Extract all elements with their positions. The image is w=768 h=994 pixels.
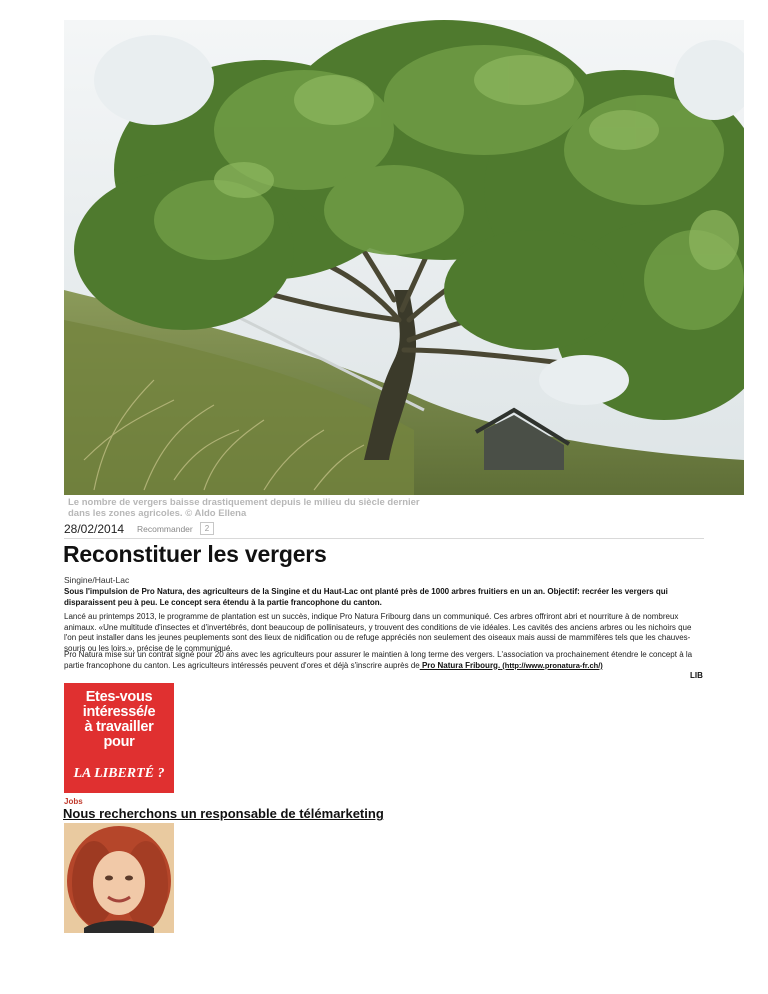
portrait-illustration: [64, 823, 174, 933]
article-meta-bar: [64, 521, 704, 539]
photo-caption: Le nombre de vergers baisse drastiquement depuis le milieu du siècle dernier dans les zones agricoles. © Aldo Ellena: [68, 497, 420, 519]
recommend-button[interactable]: Recommander: [137, 524, 193, 534]
paragraph-text: Pro Natura mise sur un contrat signé pour 20 ans avec les agriculteurs pour assurer le maintien à long terme des vergers. L'association va prochainement étendre le concept à la partie francophone du canton. Les agriculteurs intéressés peuvent d'ores et déjà s'inscrire auprès de: [64, 650, 693, 670]
article-paragraph: [64, 650, 704, 671]
ad-brand: LA LIBERTÉ ?: [73, 766, 165, 781]
author-signature: LIB: [690, 671, 703, 680]
article-paragraph: Lancé au printemps 2013, le programme de plantation est un succès, indique Pro Natura Fribourg dans un communiqué. Ces arbres offriront abri et nourriture à de nombreux animaux. «Une multitude d'insectes et d'invertébrés, dont beaucoup de pollinisateurs, y trouvent des conditions de vie idéales. Les cavités des anciens arbres ou les nichoirs que l'on peut installer dans les jeunes peuplements sont des lieux de nidification ou de refuge appréciés non seulement des oiseaux mais aussi de mammifères tels que les chauves-souris ou les loirs.», précise de le communiqué.: [64, 612, 692, 653]
recommend-count: 2: [200, 522, 214, 535]
job-portrait[interactable]: [64, 823, 174, 933]
article-photo: [64, 20, 744, 495]
ad-headline: Etes-vous intéressé/e à travailler pour: [82, 689, 156, 750]
article-section: Singine/Haut-Lac: [64, 575, 130, 585]
apple-tree-illustration: [64, 20, 744, 495]
article-lead: Sous l'impulsion de Pro Natura, des agriculteurs de la Singine et du Haut-Lac ont planté près de 1000 arbres fruitiers en un an. Objectif: recréer les vergers qui disparaissent peu à peu. Le concept sera étendu à la partie francophone du canton.: [64, 587, 668, 607]
article-title: Reconstituer les vergers: [63, 541, 327, 567]
jobs-title-link[interactable]: Nous recherchons un responsable de télémarketing: [63, 806, 384, 821]
publish-date: 28/02/2014: [64, 522, 125, 536]
job-ad-banner[interactable]: [64, 683, 174, 793]
jobs-category: Jobs: [64, 797, 83, 806]
pro-natura-link[interactable]: Pro Natura Fribourg. (http://www.pronatura-fr.ch/): [419, 660, 603, 670]
